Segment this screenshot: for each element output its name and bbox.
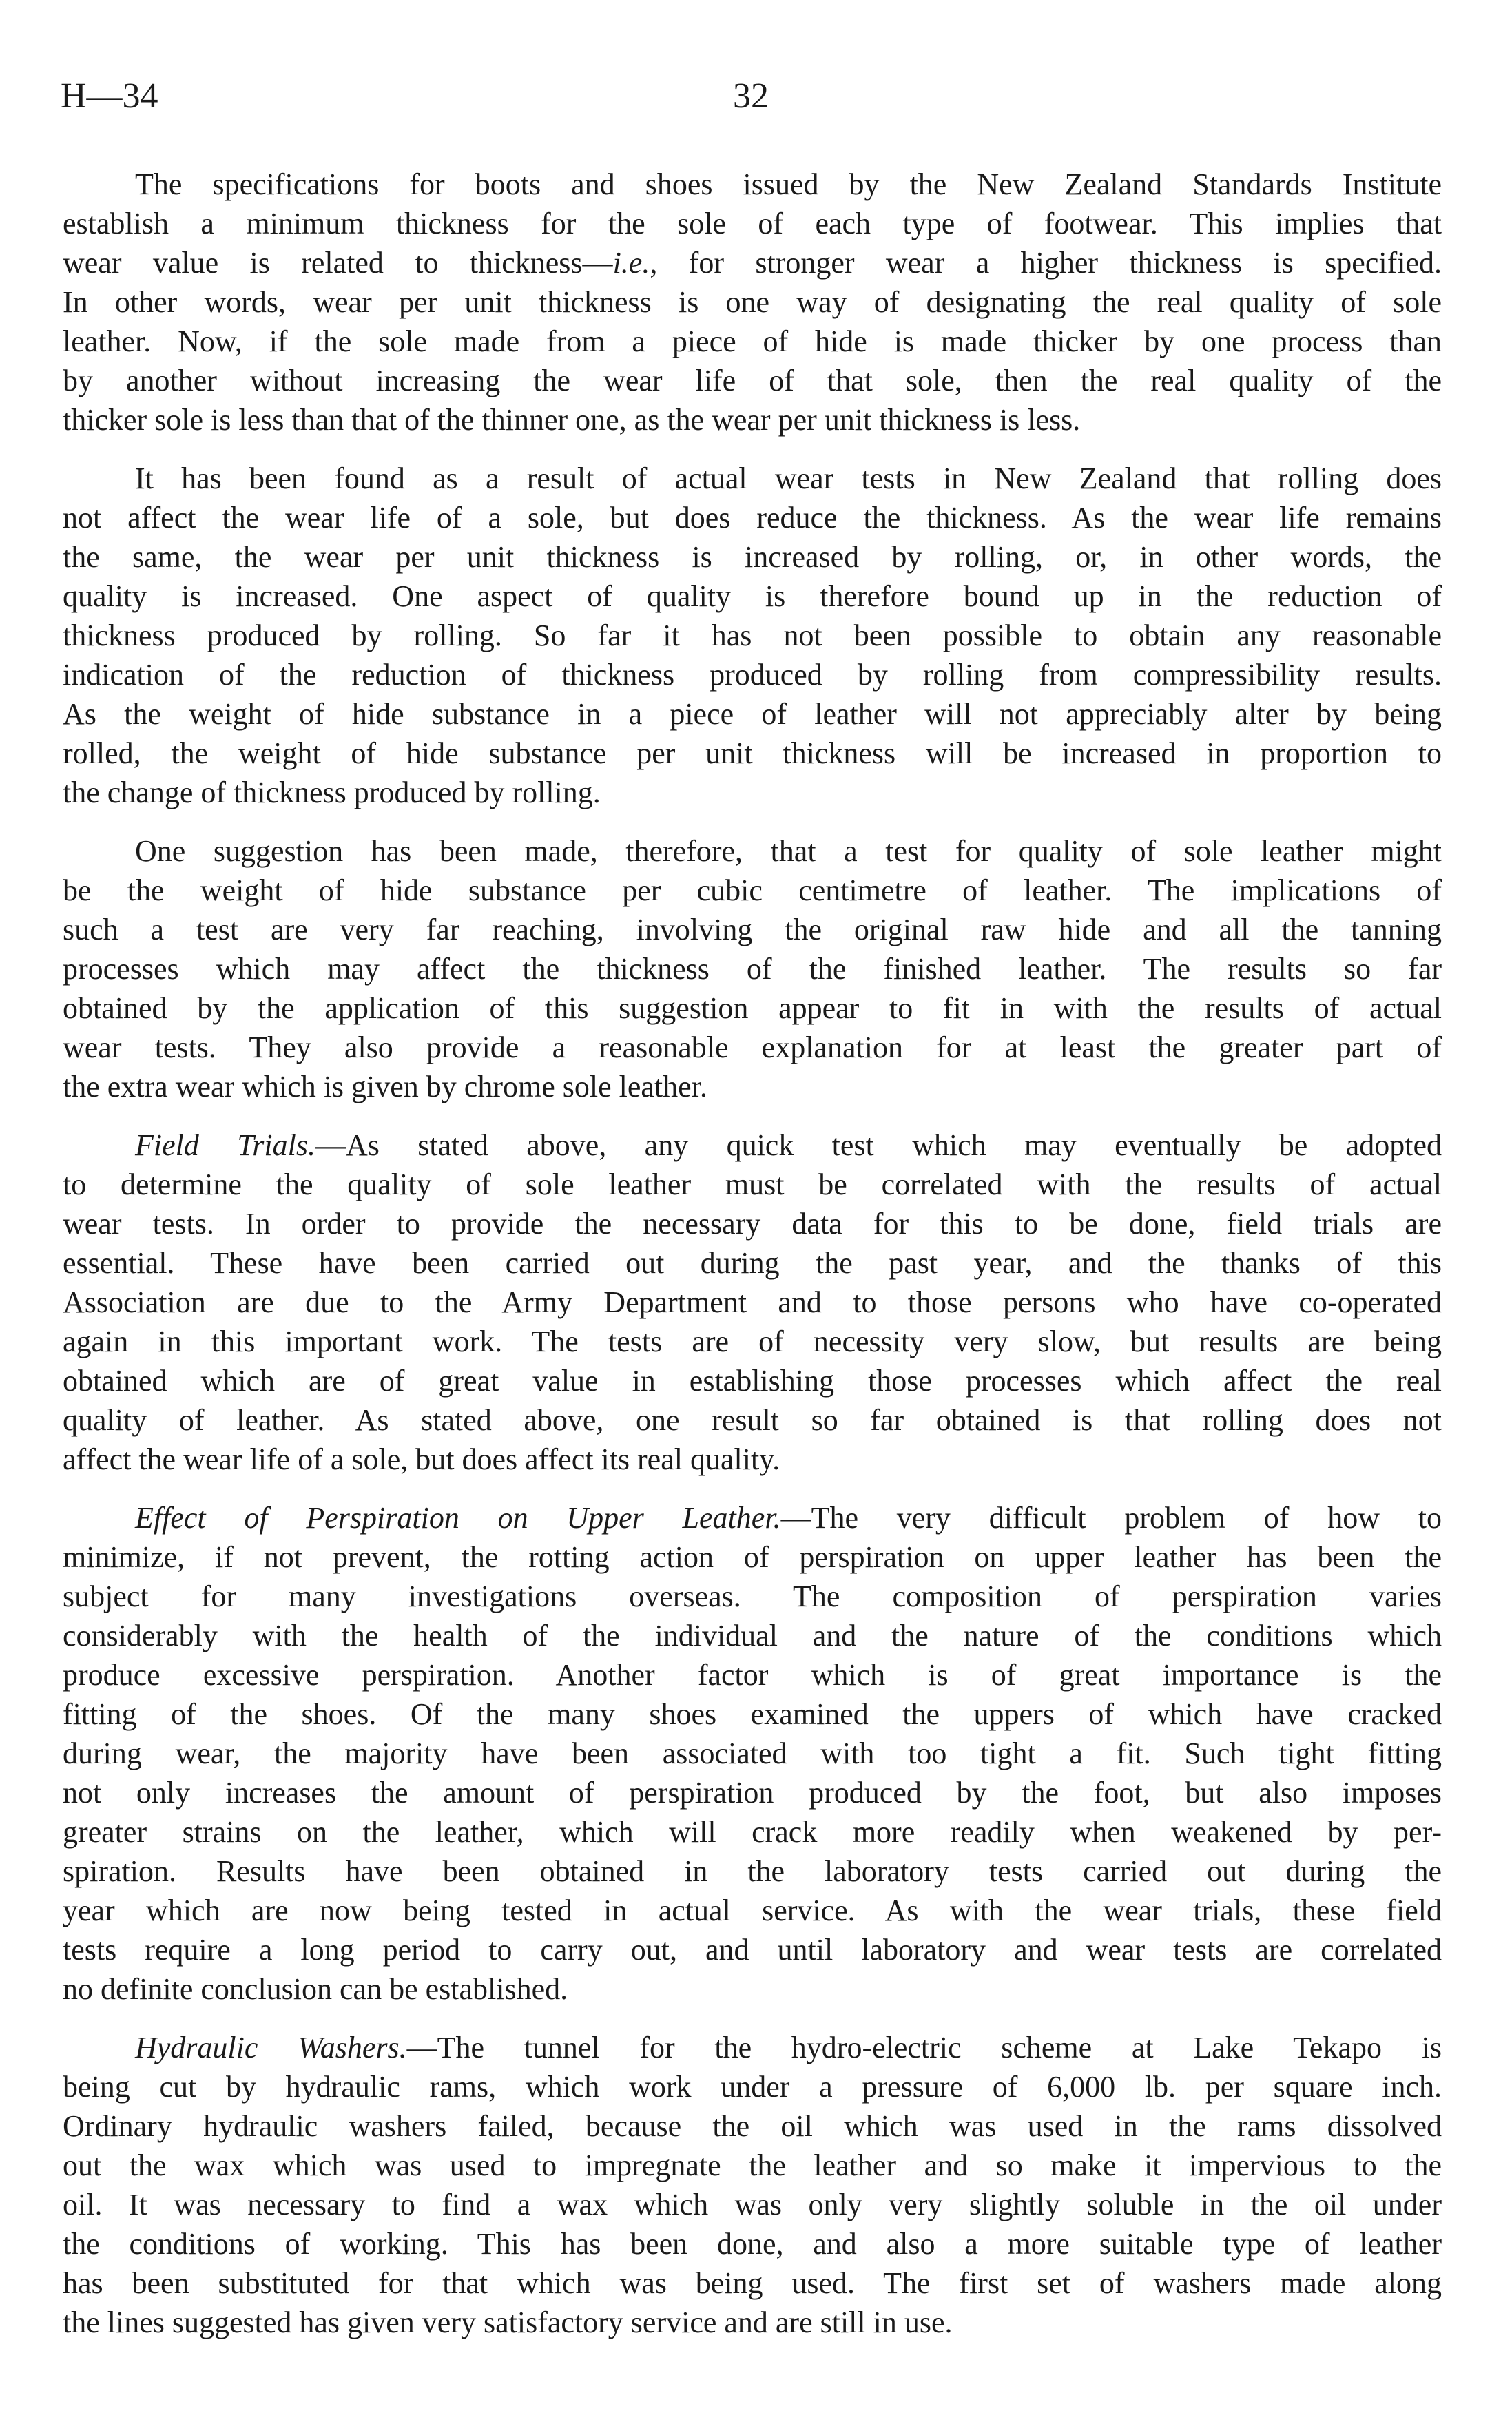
text-line: The specifications for boots and shoes issued by the New Zealand Standards Institute <box>135 167 1442 201</box>
text-line: obtained by the application of this suggestion appear to fit in with the results of actual <box>63 991 1442 1025</box>
text-line: to determine the quality of sole leather must be correlated with the results of actual <box>63 1168 1442 1201</box>
text-line: be the weight of hide substance per cubic centimetre of leather. The implications of <box>63 873 1442 907</box>
text-line: It has been found as a result of actual wear tests in New Zealand that rolling does <box>135 462 1442 495</box>
text-line: the same, the wear per unit thickness is increased by rolling, or, in other words, the <box>63 540 1442 574</box>
text-line: spiration. Results have been obtained in the laboratory tests carried out during the <box>63 1854 1442 1888</box>
text-line: wear tests. They also provide a reasonable explanation for at least the greater part of <box>63 1030 1442 1064</box>
text-line: Ordinary hydraulic washers failed, because the oil which was used in the rams dissolved <box>63 2109 1442 2143</box>
text-line <box>63 1498 1442 1537</box>
italic-heading: Field Trials. <box>135 1128 315 1162</box>
text-line: not affect the wear life of a sole, but does reduce the thickness. As the wear life remains <box>63 501 1442 535</box>
text-line: quality is increased. One aspect of quality is therefore bound up in the reduction of <box>63 579 1442 613</box>
text-line: during wear, the majority have been associated with too tight a fit. Such tight fitting <box>63 1737 1442 1770</box>
text-line: quality of leather. As stated above, one result so far obtained is that rolling does not <box>63 1403 1442 1437</box>
text-line: not only increases the amount of perspiration produced by the foot, but also imposes <box>63 1776 1442 1810</box>
text-line: rolled, the weight of hide substance per unit thickness will be increased in proportion to <box>63 736 1442 770</box>
paragraph <box>63 1126 1442 1479</box>
text-segment: —As stated above, any quick test which may eventually be adopted <box>315 1128 1442 1162</box>
text-segment: —The tunnel for the hydro-electric scheme at Lake Tekapo is <box>406 2031 1442 2064</box>
paragraph <box>63 459 1442 812</box>
italic-heading: Hydraulic Washers. <box>135 2031 407 2064</box>
text-line: again in this important work. The tests are of necessity very slow, but results are being <box>63 1325 1442 1358</box>
document-code: H—34 <box>61 76 158 116</box>
text-line: thicker sole is less than that of the thinner one, as the wear per unit thickness is less. <box>63 403 1081 437</box>
text-line <box>63 243 1442 282</box>
text-line: out the wax which was used to impregnate the leather and so make it impervious to the <box>63 2148 1442 2182</box>
text-line: no definite conclusion can be established. <box>63 1972 568 2006</box>
document-body <box>63 165 1442 2361</box>
text-segment: , for stronger wear a higher thickness is specified. <box>650 246 1442 280</box>
text-line: by another without increasing the wear life of that sole, then the real quality of the <box>63 364 1442 397</box>
text-line: Association are due to the Army Department and to those persons who have co-operated <box>63 1285 1442 1319</box>
text-line: produce excessive perspiration. Another factor which is of great importance is the <box>63 1658 1442 1692</box>
text-line: tests require a long period to carry out, and until laboratory and wear tests are correlated <box>63 1933 1442 1967</box>
text-line <box>63 1126 1442 1165</box>
text-line: has been substituted for that which was being used. The first set of washers made along <box>63 2266 1442 2300</box>
text-line: essential. These have been carried out during the past year, and the thanks of this <box>63 1246 1442 1280</box>
text-line: minimize, if not prevent, the rotting action of perspiration on upper leather has been the <box>63 1540 1442 1574</box>
text-line: year which are now being tested in actual service. As with the wear trials, these field <box>63 1894 1442 1927</box>
text-line <box>63 2028 1442 2067</box>
text-line: processes which may affect the thickness of the finished leather. The results so far <box>63 952 1442 986</box>
text-line: the lines suggested has given very satisfactory service and are still in use. <box>63 2306 953 2339</box>
text-line: thickness produced by rolling. So far it has not been possible to obtain any reasonable <box>63 619 1442 652</box>
text-line: leather. Now, if the sole made from a piece of hide is made thicker by one process than <box>63 324 1442 358</box>
text-line: oil. It was necessary to find a wax which was only very slightly soluble in the oil under <box>63 2188 1442 2221</box>
text-line: affect the wear life of a sole, but does affect its real quality. <box>63 1442 780 1476</box>
text-segment: —The very difficult problem of how to <box>780 1501 1442 1535</box>
text-line: wear tests. In order to provide the necessary data for this to be done, field trials are <box>63 1207 1442 1241</box>
italic-heading: Effect of Perspiration on Upper Leather. <box>135 1501 781 1535</box>
text-line: obtained which are of great value in establishing those processes which affect the real <box>63 1364 1442 1398</box>
text-line: considerably with the health of the individual and the nature of the conditions which <box>63 1619 1442 1652</box>
text-line: the change of thickness produced by rolling. <box>63 776 601 809</box>
text-line: establish a minimum thickness for the sole of each type of footwear. This implies that <box>63 207 1442 240</box>
page-number: 32 <box>733 76 769 116</box>
paragraph <box>63 165 1442 439</box>
text-line: greater strains on the leather, which will crack more readily when weakened by per- <box>63 1815 1442 1849</box>
text-line: the conditions of working. This has been done, and also a more suitable type of leather <box>63 2227 1442 2261</box>
italic-heading: i.e. <box>612 246 650 280</box>
paragraph <box>63 2028 1442 2342</box>
text-line: fitting of the shoes. Of the many shoes examined the uppers of which have cracked <box>63 1697 1442 1731</box>
text-line: the extra wear which is given by chrome sole leather. <box>63 1070 707 1103</box>
paragraph <box>63 831 1442 1106</box>
text-line: As the weight of hide substance in a piece of leather will not appreciably alter by being <box>63 697 1442 731</box>
text-line: being cut by hydraulic rams, which work under a pressure of 6,000 lb. per square inch. <box>63 2070 1442 2104</box>
paragraph <box>63 1498 1442 2009</box>
text-line: subject for many investigations overseas. The composition of perspiration varies <box>63 1579 1442 1613</box>
text-line: indication of the reduction of thickness produced by rolling from compressibility results. <box>63 658 1442 692</box>
text-line: One suggestion has been made, therefore, that a test for quality of sole leather might <box>135 834 1442 868</box>
text-line: such a test are very far reaching, involving the original raw hide and all the tanning <box>63 913 1442 946</box>
text-line: In other words, wear per unit thickness is one way of designating the real quality of sole <box>63 285 1442 319</box>
text-segment: wear value is related to thickness— <box>63 246 613 280</box>
